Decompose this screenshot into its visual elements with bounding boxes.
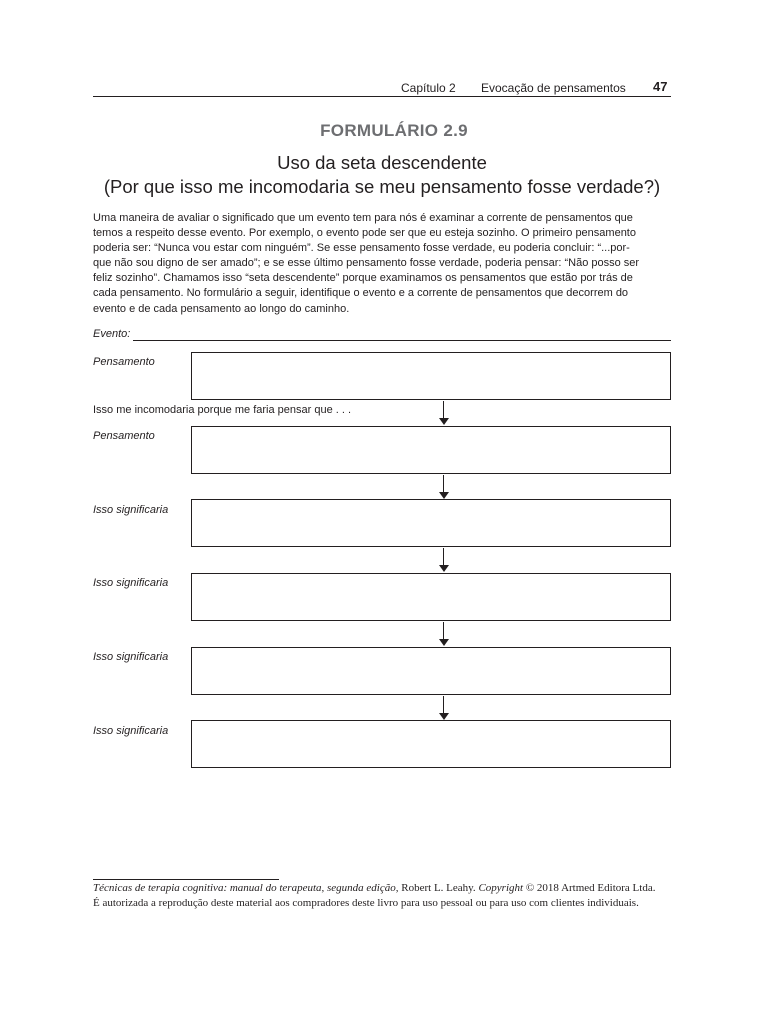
book-author: Robert L. Leahy.	[398, 882, 479, 894]
thought-box-1[interactable]	[191, 352, 671, 400]
header-rule	[93, 96, 671, 97]
book-title: Técnicas de terapia cognitiva: manual do terapeuta, segunda edição,	[93, 882, 399, 894]
intro-line: temos a respeito desse evento. Por exemplo, o evento pode ser que eu esteja sozinho. O primeiro pensamento	[93, 227, 636, 240]
row-label: Pensamento	[93, 430, 155, 442]
intro-line: poderia ser: “Nunca vou estar com ninguém”. Se esse pensamento fosse verdade, eu poderia concluir: “...por-	[93, 242, 630, 255]
event-input-line[interactable]	[133, 340, 671, 341]
footer-citation	[93, 881, 683, 896]
meaning-box-4[interactable]	[191, 720, 671, 768]
down-arrow-icon	[439, 475, 449, 500]
down-arrow-icon	[439, 401, 449, 426]
thought-box-2[interactable]	[191, 426, 671, 474]
copyright-word: Copyright	[478, 882, 524, 894]
meaning-box-1[interactable]	[191, 499, 671, 547]
intro-paragraph	[93, 211, 673, 317]
chapter-label: Capítulo 2	[401, 81, 456, 95]
meaning-box-3[interactable]	[191, 647, 671, 695]
row-label: Isso significaria	[93, 577, 169, 589]
down-arrow-icon	[439, 622, 449, 647]
form-number: FORMULÁRIO 2.9	[320, 121, 468, 140]
intro-line: evento e de cada pensamento ao longo do caminho.	[93, 302, 350, 315]
footer-rule	[93, 879, 279, 880]
row-label: Isso significaria	[93, 504, 169, 516]
down-arrow-icon	[439, 548, 449, 573]
form-title-line-2: (Por que isso me incomodaria se meu pensamento fosse verdade?)	[103, 176, 661, 197]
section-title: Evocação de pensamentos	[481, 81, 626, 95]
event-label: Evento:	[93, 328, 131, 340]
page-number: 47	[653, 79, 668, 94]
intro-line: Uma maneira de avaliar o significado que um evento tem para nós é examinar a corrente de pensamentos que	[93, 212, 633, 224]
intro-line: cada pensamento. No formulário a seguir, identifique o evento e a corrente de pensamentos que decorrem do	[93, 287, 629, 300]
row-label: Isso significaria	[93, 725, 169, 737]
form-title-line-1: Uso da seta descendente	[277, 152, 487, 173]
form-title	[93, 151, 671, 199]
copyright-notice: © 2018 Artmed Editora Ltda.	[523, 882, 656, 894]
row-label: Isso significaria	[93, 651, 169, 663]
meaning-box-2[interactable]	[191, 573, 671, 621]
row-label: Pensamento	[93, 356, 155, 368]
intro-line: feliz sozinho”. Chamamos isso “seta descendente” porque examinamos os pensamentos que estão por trás de	[93, 272, 633, 285]
permission-text: É autorizada a reprodução deste material aos compradores deste livro para uso pessoal ou para uso com clientes individuais.	[93, 897, 639, 909]
connector-text: Isso me incomodaria porque me faria pensar que . . .	[93, 404, 352, 416]
footer-permission	[93, 896, 683, 911]
down-arrow-icon	[439, 696, 449, 721]
intro-line: que não sou digno de ser amado”; e se esse último pensamento fosse verdade, poderia pensar: “Não posso ser	[93, 257, 640, 270]
